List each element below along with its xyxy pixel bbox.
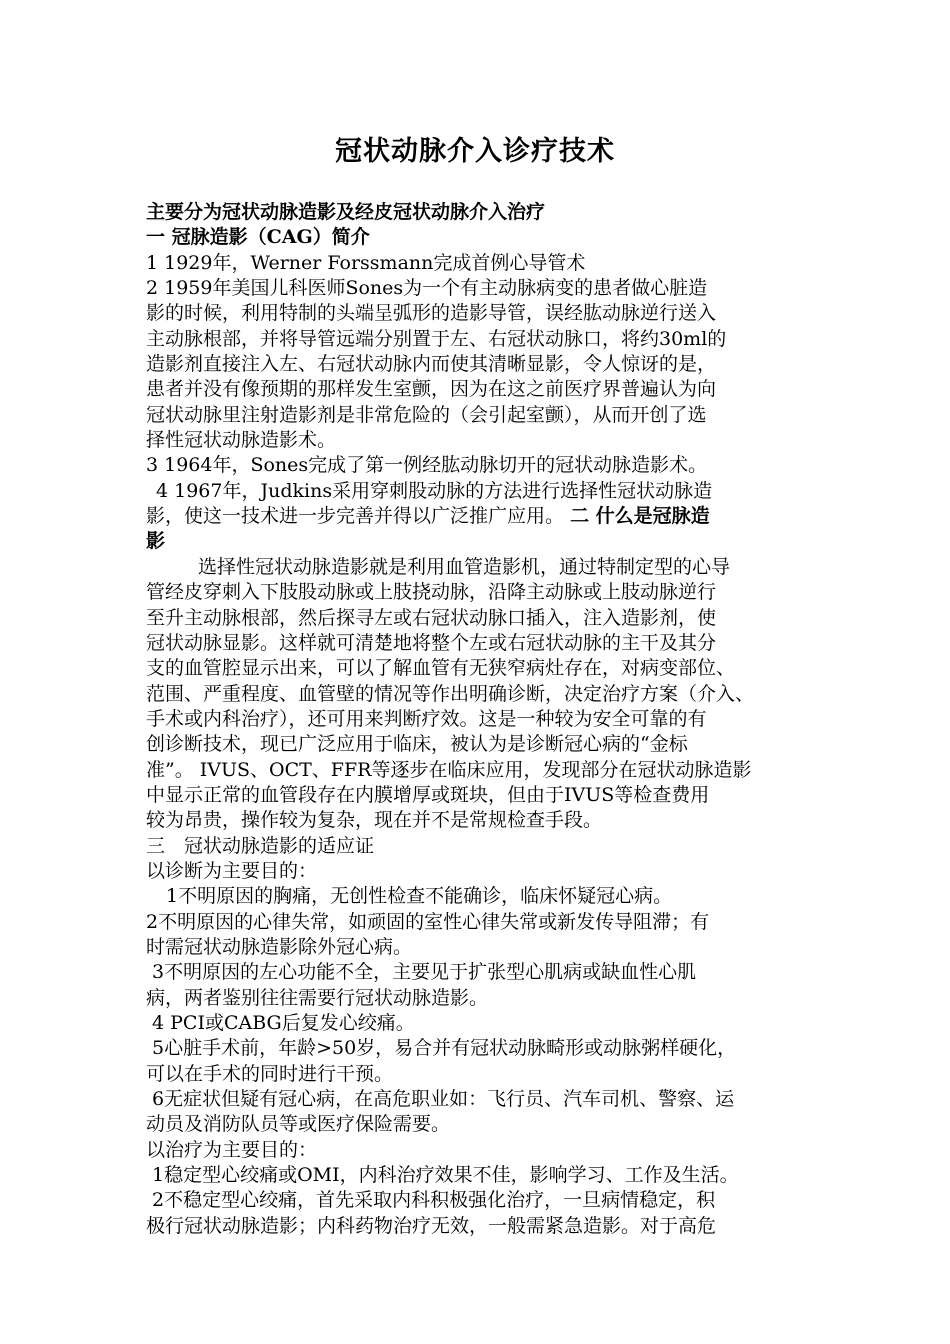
text-line: 极行冠状动脉造影；内科药物治疗无效，一般需紧急造影。对于高危 [146,1214,717,1237]
text-line: 2不明原因的心律失常，如顽固的室性心律失常或新发传导阻滞；有 [146,910,710,933]
text-line: 患者并没有像预期的那样发生室颤，因为在这之前医疗界普遍认为向 [146,378,717,401]
text-line: 管经皮穿刺入下肢股动脉或上肢挠动脉，沿降主动脉或上肢动脉逆行 [146,581,717,604]
text-line: 3 1964年，Sones完成了第一例经肱动脉切开的冠状动脉造影术。 [146,454,708,477]
text-line: 2不稳定型心绞痛，首先采取内科积极强化治疗，一旦病情稳定，积 [152,1189,716,1212]
text-line: 4 1967年，Judkins采用穿刺股动脉的方法进行选择性冠状动脉造 [156,479,713,502]
text-line: 1稳定型心绞痛或OMI，内科治疗效果不佳，影响学习、工作及生活。 [152,1164,739,1187]
text-line: 6无症状但疑有冠心病，在高危职业如：飞行员、汽车司机、警察、运 [152,1088,735,1111]
section-heading-2: 二 什么是冠脉造 [570,505,710,528]
text-line: 动员及消防队员等或医疗保险需要。 [146,1113,451,1136]
text-line: 以诊断为主要目的： [146,859,318,882]
text-line: 手术或内科治疗），还可用来判断疗效。这是一种较为安全可靠的有 [146,707,707,730]
section-heading-3: 三 冠状动脉造影的适应证 [146,834,375,857]
text-line: 范围、严重程度、血管壁的情况等作出明确诊断，决定治疗方案（介入、 [146,682,755,705]
text-line: 1不明原因的胸痛，无创性检查不能确诊，临床怀疑冠心病。 [166,885,673,908]
text-line: 3不明原因的左心功能不全，主要见于扩张型心肌病或缺血性心肌 [152,961,697,984]
text-line: 影的时候，利用特制的头端呈弧形的造影导管，误经肱动脉逆行送入 [146,302,717,325]
text-line: 病，两者鉴别往往需要行冠状动脉造影。 [146,986,489,1009]
text-line: 时需冠状动脉造影除外冠心病。 [146,935,413,958]
text-line-with-heading [146,504,816,529]
text-line: 选择性冠状动脉造影就是利用血管造影机，通过特制定型的心导 [198,555,731,578]
text-line: 冠状动脉里注射造影剂是非常危险的（会引起室颤），从而开创了选 [146,403,707,426]
subtitle-line: 主要分为冠状动脉造影及经皮冠状动脉介入治疗 [146,201,546,223]
section-heading-2-continued: 影 [146,530,166,553]
text-line: 支的血管腔显示出来，可以了解血管有无狭窄病灶存在，对病变部位、 [146,657,736,680]
text-line: 主动脉根部，并将导管远端分别置于左、右冠状动脉口，将约30ml的 [146,327,727,350]
text-line: 择性冠状动脉造影术。 [146,429,337,452]
text-line: 较为昂贵，操作较为复杂，现在并不是常规检查手段。 [146,809,603,832]
text-line: 准”。 IVUS、OCT、FFR等逐步在临床应用，发现部分在冠状动脉造影 [146,758,752,781]
text-line: 造影剂直接注入左、右冠状动脉内而使其清晰显影，令人惊讶的是， [146,353,717,376]
text-line: 冠状动脉显影。这样就可清楚地将整个左或右冠状动脉的主干及其分 [146,631,717,654]
text-line: 至升主动脉根部，然后探寻左或右冠状动脉口插入，注入造影剂，使 [146,606,717,629]
section-heading-1: 一 冠脉造影（CAG）简介 [146,226,370,249]
text-line: 以治疗为主要目的： [146,1138,318,1161]
text-line: 1 1929年，Werner Forssmann完成首例心导管术 [146,251,586,274]
text-line: 2 1959年美国儿科医师Sones为一个有主动脉病变的患者做心脏造 [146,277,708,300]
document-body [146,200,816,1239]
document-title: 冠状动脉介入诊疗技术 [335,136,615,167]
text-line: 创诊断技术，现已广泛应用于临床，被认为是诊断冠心病的“金标 [146,733,688,756]
text-line: 4 PCI或CABG后复发心绞痛。 [152,1012,415,1034]
text-line: 5心脏手术前，年龄>50岁，易合并有冠状动脉畸形或动脉粥样硬化， [152,1037,737,1060]
text-line: 可以在手术的同时进行干预。 [146,1062,394,1085]
text-line: 中显示正常的血管段存在内膜增厚或斑块，但由于IVUS等检查费用 [146,783,710,806]
text-fragment: 影，使这一技术进一步完善并得以广泛推广应用。 [146,505,565,528]
